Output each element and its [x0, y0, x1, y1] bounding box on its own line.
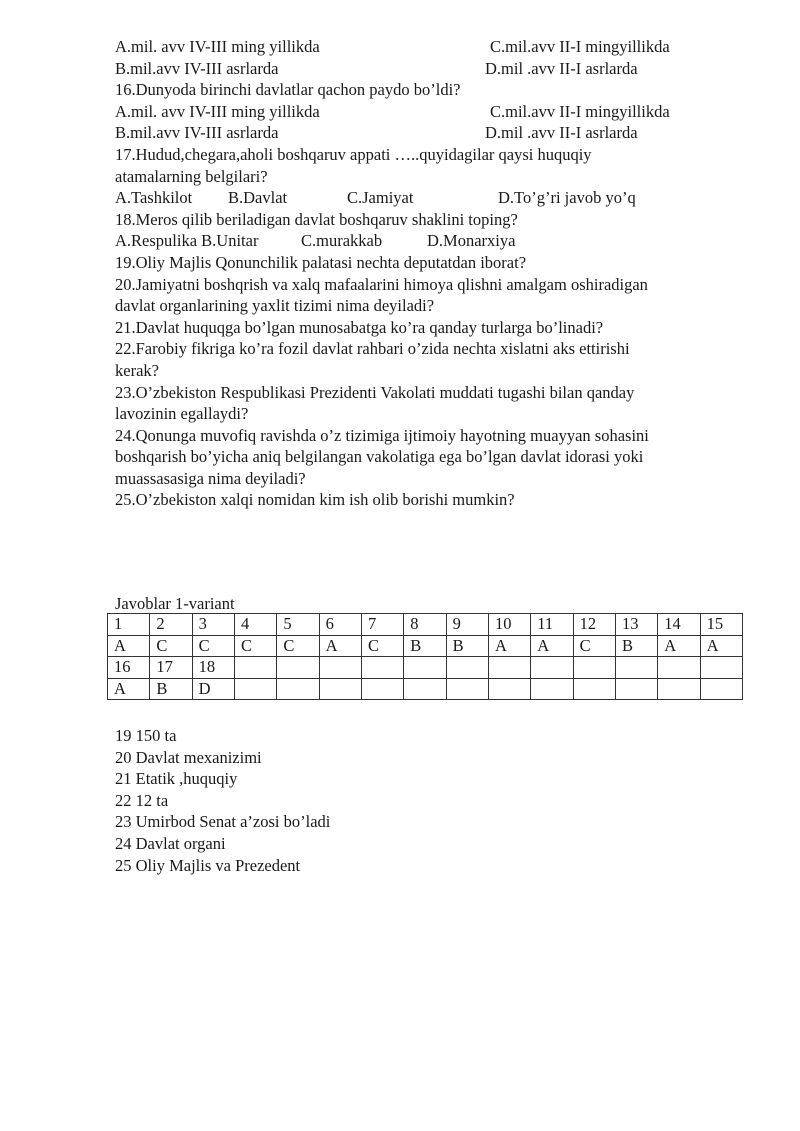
question-24-line-2: boshqarish bo’yicha aniq belgilangan vakolatiga ega bo’lgan davlat idorasi yoki — [115, 447, 644, 467]
table-cell — [488, 657, 530, 679]
option-d: D.To’g’ri javob yo’q — [498, 188, 636, 208]
table-cell: A — [108, 635, 150, 657]
question-20-line-1: 20.Jamiyatni boshqrish va xalq mafaalarini himoya qlishni amalgam oshiradigan — [115, 274, 648, 294]
list-item: 20 Davlat mexanizimi — [115, 747, 262, 767]
table-cell — [361, 678, 403, 700]
table-cell: 8 — [404, 614, 446, 636]
list-item: 24 Davlat organi — [115, 834, 226, 854]
table-cell — [404, 657, 446, 679]
table-cell — [319, 657, 361, 679]
table-cell — [319, 678, 361, 700]
list-item: 23 Umirbod Senat a’zosi bo’ladi — [115, 812, 331, 832]
table-cell: 3 — [192, 614, 234, 636]
table-cell: 12 — [573, 614, 615, 636]
table-cell: 15 — [700, 614, 742, 636]
answers-title: Javoblar 1-variant — [115, 594, 235, 614]
table-cell: D — [192, 678, 234, 700]
table-cell: 13 — [615, 614, 657, 636]
document-page — [115, 36, 755, 876]
table-cell — [234, 678, 276, 700]
table-cell — [573, 678, 615, 700]
option-c: C.murakkab — [301, 231, 383, 251]
table-cell — [404, 678, 446, 700]
table-cell: A — [108, 678, 150, 700]
table-cell — [234, 657, 276, 679]
option-a: A.Tashkilot — [115, 188, 193, 208]
table-cell: 14 — [658, 614, 700, 636]
table-cell: 18 — [192, 657, 234, 679]
table-cell — [277, 678, 319, 700]
table-cell — [615, 657, 657, 679]
question-21: 21.Davlat huquqga bo’lgan munosabatga ko’ra qanday turlarga bo’linadi? — [115, 317, 604, 337]
table-cell — [277, 657, 319, 679]
question-22-line-2: kerak? — [115, 360, 159, 380]
table-row — [108, 614, 743, 636]
table-cell — [658, 678, 700, 700]
question-16-options-row-1 — [115, 101, 755, 123]
table-cell — [573, 657, 615, 679]
table-cell — [700, 657, 742, 679]
table-row — [108, 657, 743, 679]
option-d: D.mil .avv II-I asrlarda — [485, 123, 638, 143]
question-23-line-2: lavozinin egallaydi? — [115, 404, 249, 424]
table-cell: 11 — [531, 614, 573, 636]
question-16-options-row-2 — [115, 122, 755, 144]
table-cell: 7 — [361, 614, 403, 636]
question-17-line-1: 17.Hudud,chegara,aholi boshqaruv appati …..quyidagilar qaysi huquqiy — [115, 144, 592, 164]
table-cell: 10 — [488, 614, 530, 636]
option-b: B.mil.avv IV-III asrlarda — [115, 58, 279, 78]
question-23-line-1: 23.O’zbekiston Respublikasi Prezidenti Vakolati muddati tugashi bilan qanday — [115, 382, 635, 402]
table-cell: 9 — [446, 614, 488, 636]
question-17-line-2: atamalarning belgilari? — [115, 166, 268, 186]
table-cell: A — [658, 635, 700, 657]
list-item: 21 Etatik ,huquqiy — [115, 769, 238, 789]
table-cell — [531, 657, 573, 679]
table-cell: C — [234, 635, 276, 657]
text-answers-list — [115, 725, 755, 876]
table-cell: B — [615, 635, 657, 657]
option-a: A.mil. avv IV-III ming yillikda — [115, 101, 320, 121]
table-cell — [615, 678, 657, 700]
list-item: 22 12 ta — [115, 790, 169, 810]
table-cell: 16 — [108, 657, 150, 679]
option-a-b: A.Respulika B.Unitar — [115, 231, 259, 251]
table-cell: 5 — [277, 614, 319, 636]
question-24-line-3: muassasasiga nima deyiladi? — [115, 468, 306, 488]
table-cell: B — [446, 635, 488, 657]
option-b: B.mil.avv IV-III asrlarda — [115, 123, 279, 143]
table-cell — [361, 657, 403, 679]
table-cell — [700, 678, 742, 700]
table-cell: B — [150, 678, 192, 700]
table-cell: 4 — [234, 614, 276, 636]
option-c: C.mil.avv II-I mingyillikda — [490, 37, 670, 56]
table-cell: C — [277, 635, 319, 657]
table-row — [108, 635, 743, 657]
table-cell — [446, 657, 488, 679]
question-16: 16.Dunyoda birinchi davlatlar qachon paydo bo’ldi? — [115, 80, 461, 100]
table-cell: A — [700, 635, 742, 657]
table-cell: C — [150, 635, 192, 657]
table-cell: C — [192, 635, 234, 657]
question-18: 18.Meros qilib beriladigan davlat boshqaruv shaklini toping? — [115, 209, 518, 229]
list-item: 19 150 ta — [115, 726, 177, 746]
question-19: 19.Oliy Majlis Qonunchilik palatasi nechta deputatdan iborat? — [115, 252, 527, 272]
table-cell: 2 — [150, 614, 192, 636]
table-cell: 17 — [150, 657, 192, 679]
table-cell: C — [573, 635, 615, 657]
answer-table — [107, 613, 743, 700]
table-cell: A — [319, 635, 361, 657]
table-cell — [658, 657, 700, 679]
question-25: 25.O’zbekiston xalqi nomidan kim ish olib borishi mumkin? — [115, 490, 515, 510]
question-18-options — [115, 230, 755, 252]
table-row — [108, 678, 743, 700]
table-cell — [531, 678, 573, 700]
question-20-line-2: davlat organlarining yaxlit tizimi nima deyiladi? — [115, 296, 435, 316]
list-item: 25 Oliy Majlis va Prezedent — [115, 855, 301, 875]
option-b: B.Davlat — [228, 188, 288, 208]
option-a: A.mil. avv IV-III ming yillikda — [115, 37, 320, 56]
table-cell: A — [531, 635, 573, 657]
option-d: D.mil .avv II-I asrlarda — [485, 58, 638, 78]
table-cell — [488, 678, 530, 700]
option-c: C.mil.avv II-I mingyillikda — [490, 101, 670, 121]
question-15-options-row-2 — [115, 58, 755, 80]
table-cell — [446, 678, 488, 700]
table-cell: C — [361, 635, 403, 657]
question-22-line-1: 22.Farobiy fikriga ko’ra fozil davlat rahbari o’zida nechta xislatni aks ettirishi — [115, 339, 630, 359]
table-cell: B — [404, 635, 446, 657]
option-d: D.Monarxiya — [427, 231, 516, 251]
table-cell: 1 — [108, 614, 150, 636]
question-24-line-1: 24.Qonunga muvofiq ravishda o’z tizimiga ijtimoiy hayotning muayyan sohasini — [115, 425, 649, 445]
question-15-options-row-1 — [115, 36, 755, 58]
question-17-options — [115, 187, 755, 209]
option-c: C.Jamiyat — [347, 188, 414, 208]
table-cell: A — [488, 635, 530, 657]
table-cell: 6 — [319, 614, 361, 636]
